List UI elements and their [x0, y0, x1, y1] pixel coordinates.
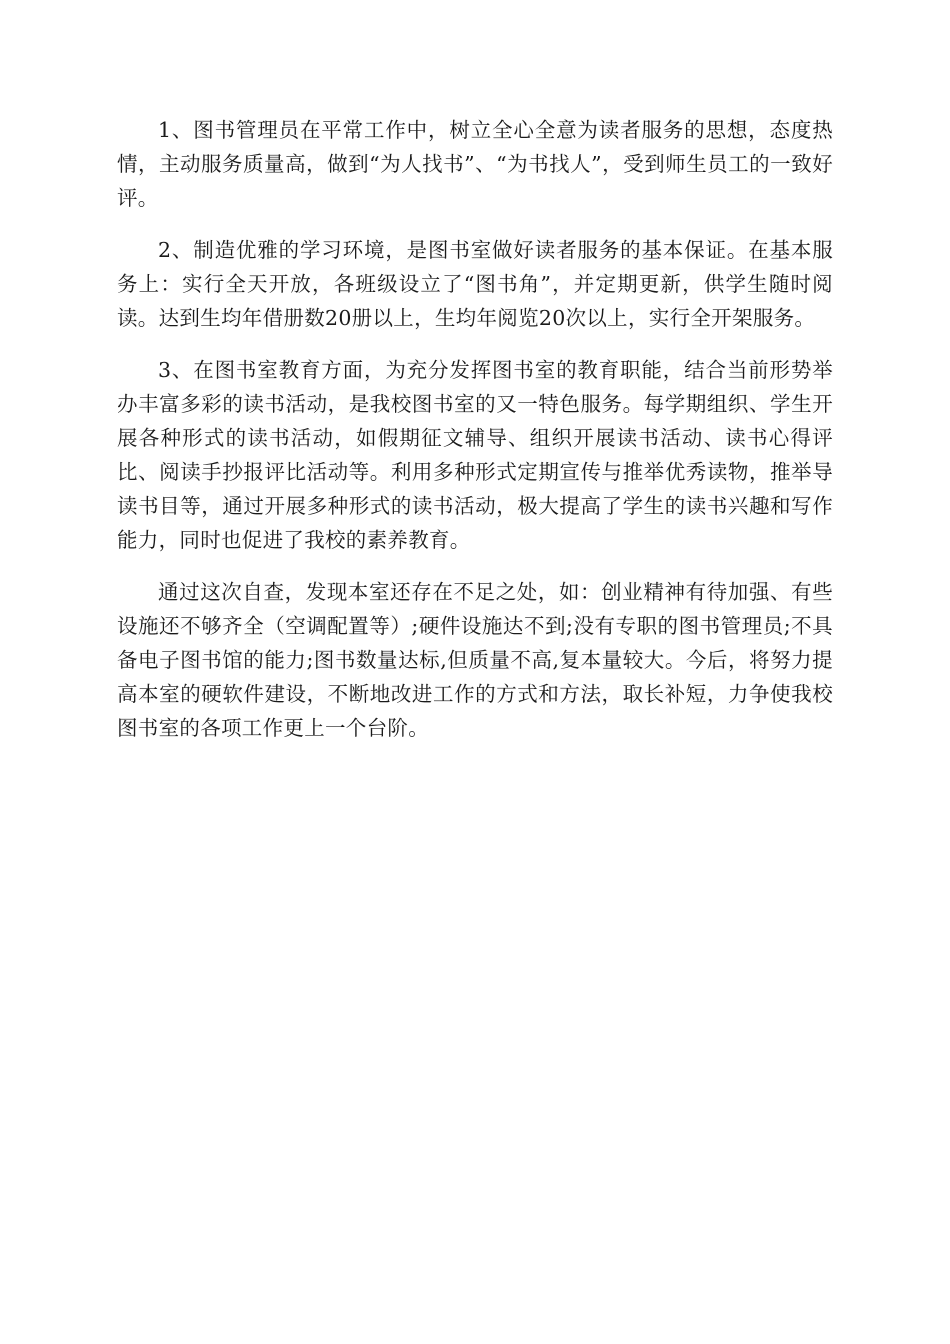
- paragraph-self-inspection-summary: 通过这次自查，发现本室还存在不足之处，如：创业精神有待加强、有些设施还不够齐全（空调配置等）;硬件设施达不到;没有专职的图书管理员;不具备电子图书馆的能力;图书数量达标,但质量不高,复本量较大。今后，将努力提高本室的硬软件建设，不断地改进工作的方式和方法，取长补短，力争使我校图书室的各项工作更上一个台阶。: [117, 580, 833, 740]
- paragraph-education-activities: 3、在图书室教育方面，为充分发挥图书室的教育职能，结合当前形势举办丰富多彩的读书活动，是我校图书室的又一特色服务。每学期组织、学生开展各种形式的读书活动，如假期征文辅导、组织开展读书活动、读书心得评比、阅读手抄报评比活动等。利用多种形式定期宣传与推举优秀读物，推举导读书目等，通过开展多种形式的读书活动，极大提高了学生的读书兴趣和写作能力，同时也促进了我校的素养教育。: [117, 358, 833, 552]
- paragraph-learning-environment: 2、制造优雅的学习环境，是图书室做好读者服务的基本保证。在基本服务上：实行全天开放，各班级设立了“图书角”，并定期更新，供学生随时阅读。达到生均年借册数20册以上，生均年阅览20次以上，实行全开架服务。: [117, 238, 833, 330]
- paragraph-service-attitude: 1、图书管理员在平常工作中，树立全心全意为读者服务的思想，态度热情，主动服务质量高，做到“为人找书”、“为书找人”，受到师生员工的一致好评。: [117, 118, 833, 210]
- document-body: [117, 113, 833, 763]
